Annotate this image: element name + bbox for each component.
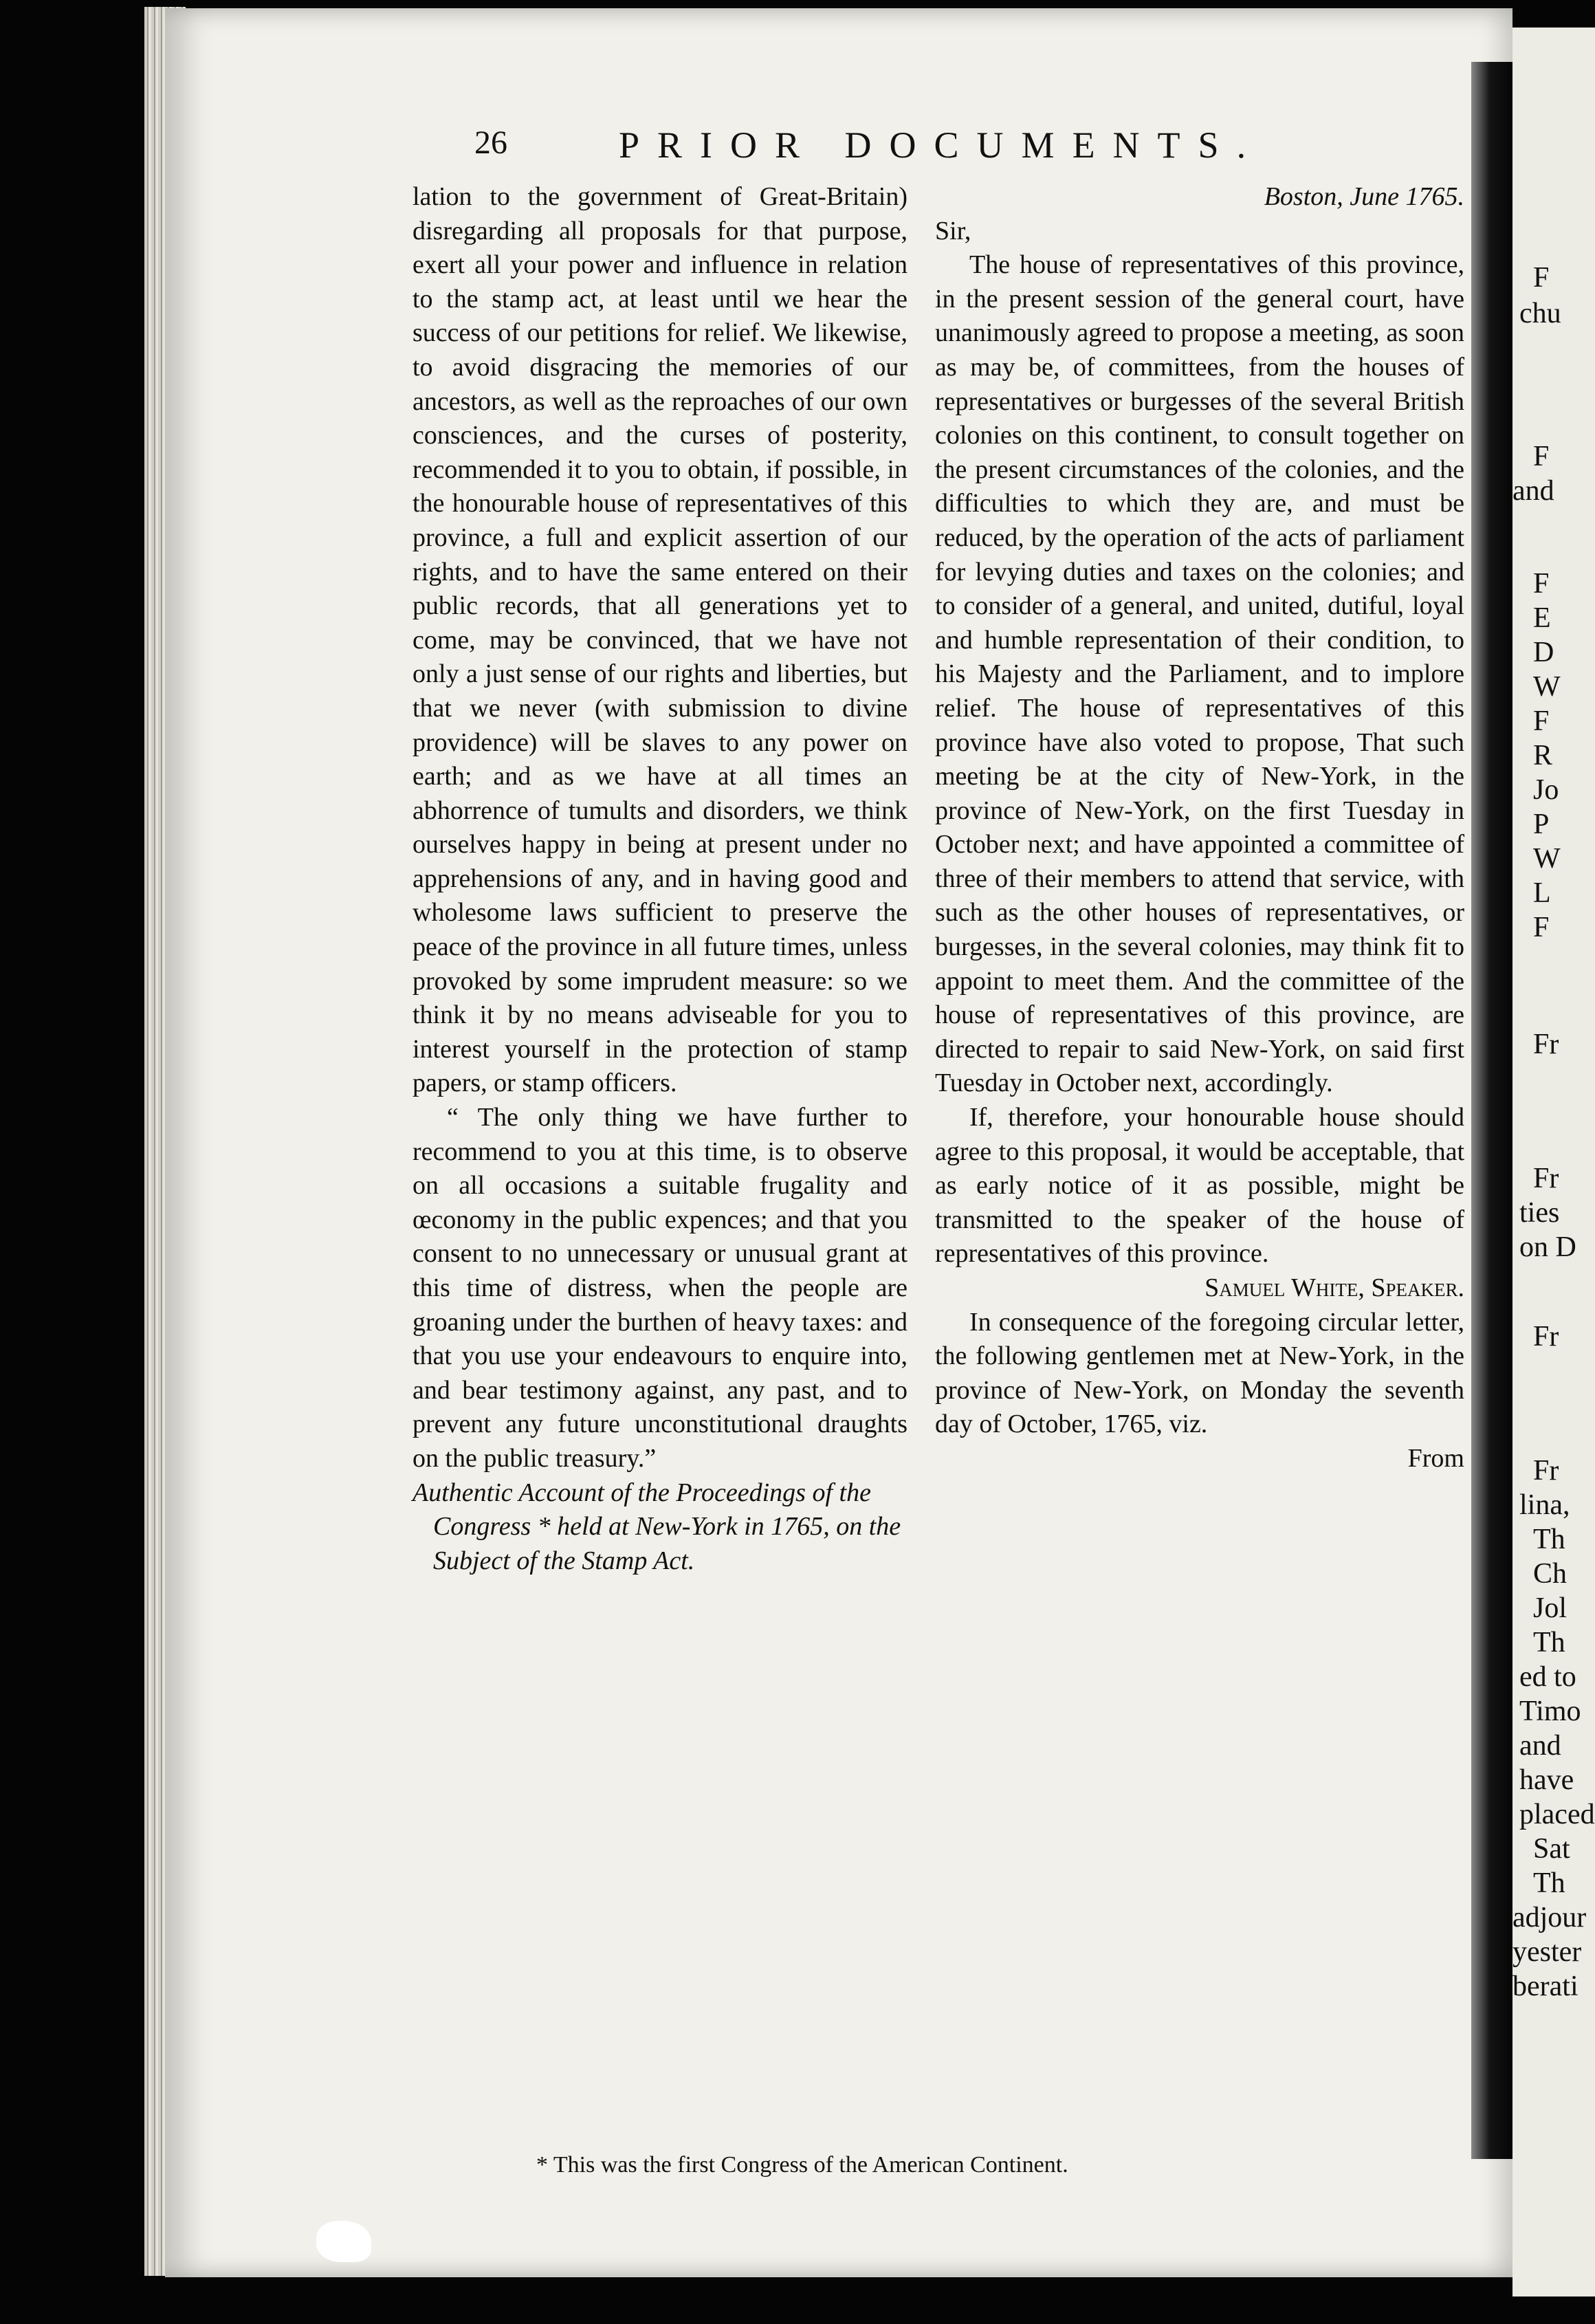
facing-fragment: Jol [1533, 1592, 1568, 1624]
facing-fragment: E [1533, 602, 1551, 634]
body-paragraph: lation to the government of Great-Britain) disregarding all proposals for that purpose, exert all your power and influence in relation to the stamp act, at least until we hear the success of our petitions for relief. We likewise, to avoid disgracing the memories of our ancestors, as well as the reproaches of our own consciences, and the curses of posterity, recommended it to you to obtain, if possible, in the honourable house of representatives of this province, a full and explicit assertion of our rights, and to have the same entered on their public records, that all generations yet to come, may be convinced, that we have not only a just sense of our rights and liberties, but that we never (with submission to divine providence) will be slaves to any power on earth; and as we have at all times an abhorrence of tumults and disorders, we think ourselves happy in being at present under no apprehensions of any, and in having good and wholesome laws sufficient to preserve the peace of the province in all future times, unless provoked by some imprudent measure: so we think it by no means adviseable for you to interest yourself in the protection of stamp papers, or stamp officers. [412, 182, 908, 1098]
letter-signature: Samuel White, Speaker. [1204, 1273, 1464, 1302]
facing-fragment: F [1533, 262, 1550, 294]
facing-fragment: L [1533, 877, 1551, 909]
facing-fragment: on D [1519, 1231, 1576, 1263]
running-title: PRIOR DOCUMENTS. [619, 124, 1264, 166]
facing-fragment: R [1533, 740, 1553, 771]
body-paragraph: The house of representatives of this province, in the present session of the general court, have unanimously agreed to propose a meeting, as soon as may be, of committees, from the houses of representatives or burgesses of the several British colonies on this continent, to consult together on the present circumstances of the colonies, and the difficulties to which they are, and must be reduced, by the operation of the acts of parliament for levying duties and taxes on the colonies; and to consider of a general, and united, dutiful, loyal and humble representation of their condition, to his Majesty and the Parliament, and to implore relief. The house of representatives of this province have also voted to propose, That such meeting be at the city of New-York, in the province of New-York, on the first Tuesday in October next; and have appointed a committee of three of their members to attend that service, with such as the other houses of representatives, or burgesses, in the several colonies, may think fit to appoint to meet them. And the committee of the house of representatives of this province, are directed to repair to said New-York, on said first Tuesday in October next, accordingly. [935, 250, 1464, 1098]
facing-fragment: Timo [1519, 1696, 1581, 1727]
letter-dateline: Boston, June 1765. [1264, 182, 1464, 211]
facing-fragment: and [1512, 475, 1554, 507]
scan-blemish [316, 2221, 371, 2262]
letter-salutation: Sir, [935, 216, 971, 245]
facing-fragment: Th [1533, 1524, 1565, 1555]
running-head [474, 124, 1368, 172]
facing-fragment: F [1533, 441, 1550, 472]
page-number: 26 [474, 124, 507, 161]
facing-fragment: W [1533, 671, 1561, 703]
facing-fragment: ties [1519, 1197, 1560, 1229]
right-column [935, 180, 1464, 1476]
facing-fragment: placed [1519, 1799, 1595, 1830]
facing-fragment: Fr [1533, 1029, 1559, 1060]
facing-fragment: F [1533, 912, 1550, 943]
facing-fragment: F [1533, 705, 1550, 737]
facing-fragment: have [1519, 1764, 1574, 1796]
facing-fragment: Th [1533, 1867, 1565, 1899]
facing-page [1512, 28, 1595, 2296]
facing-fragment: yester [1512, 1936, 1582, 1968]
facing-fragment: D [1533, 637, 1554, 668]
book-gutter [1471, 62, 1512, 2159]
facing-fragment: Fr [1533, 1163, 1559, 1194]
facing-fragment: ed to [1519, 1661, 1576, 1693]
section-heading: Authentic Account of the Proceedings of the Congress * held at New-York in 1765, on the Subject of the Stamp Act. [412, 1478, 901, 1575]
catchword: From [1407, 1443, 1464, 1473]
facing-fragment: Th [1533, 1627, 1565, 1658]
facing-fragment: F [1533, 568, 1550, 600]
facing-fragment: lina, [1519, 1489, 1570, 1521]
facing-fragment: Ch [1533, 1558, 1568, 1590]
facing-fragment: Fr [1533, 1455, 1559, 1487]
facing-fragment: adjour [1512, 1902, 1587, 1933]
facing-fragment: W [1533, 843, 1561, 875]
facing-fragment: Jo [1533, 774, 1559, 806]
facing-fragment: berati [1512, 1971, 1578, 2002]
body-paragraph: If, therefore, your honourable house should agree to this proposal, it would be acceptable, that as early notice of it as possible, might be transmitted to the speaker of the house of representatives of this province. [935, 1103, 1464, 1269]
body-paragraph: “ The only thing we have further to recommend to you at this time, is to observe on all occasions a suitable frugality and œconomy in the public expences; and that you consent to no unnecessary or unusual grant at this time of distress, when the people are groaning under the burthen of heavy taxes: and that you use your endeavours to enquire into, and bear testimony against, any past, and to prevent any future unconstitutional draughts on the public treasury.” [412, 1103, 908, 1473]
facing-fragment: Sat [1533, 1833, 1570, 1865]
body-paragraph: In consequence of the foregoing circular letter, the following gentlemen met at New-York, in the province of New-York, on Monday the seventh day of October, 1765, viz. [935, 1307, 1464, 1439]
facing-fragment: and [1519, 1730, 1561, 1762]
left-column [412, 180, 908, 1578]
facing-fragment: Fr [1533, 1321, 1559, 1352]
facing-fragment: chu [1519, 298, 1561, 329]
facing-fragment: P [1533, 809, 1550, 840]
footnote: * This was the first Congress of the American Continent. [536, 2152, 1068, 2178]
